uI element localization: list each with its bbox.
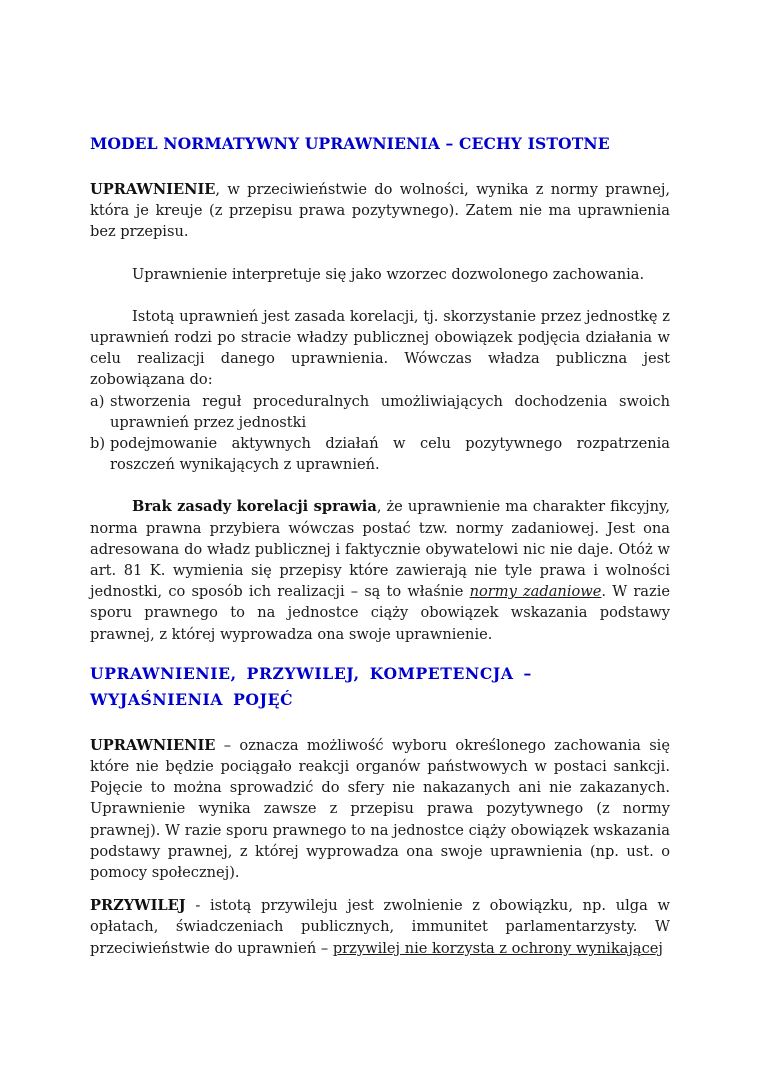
section-heading-model-normatywny: MODEL NORMATYWNY UPRAWNIENIA – CECHY ISTOTNE [90, 134, 610, 153]
term-uprawnienie: UPRAWNIENIE [90, 181, 216, 198]
obligations-list [90, 391, 670, 476]
paragraph-wzorzec: Uprawnienie interpretuje się jako wzorzec dozwolonego zachowania. [132, 265, 645, 283]
term-przywilej: PRZYWILEJ [90, 897, 186, 915]
term-brak-zasady-korelacji: Brak zasady korelacji sprawia [132, 498, 377, 516]
paragraph-przywilej: PRZYWILEJ - istotą przywileju jest zwolnienie z obowiązku, np. ulga w opłatach, świadczeniach publicznych, immunitet parlamentarzysty. W przeciwieństwie do uprawnień – przywilej nie korzysta z ochrony wynikającej [90, 897, 670, 957]
document-page [90, 131, 670, 959]
section-heading-wyjasnienia-pojec: UPRAWNIENIE, PRZYWILEJ, KOMPETENCJA – WYJAŚNIENIA POJĘĆ [90, 663, 532, 709]
paragraph-brak-korelacji: Brak zasady korelacji sprawia, że uprawnienie ma charakter fikcyjny, norma prawna przybiera wówczas postać tzw. normy zadaniowej. Jest ona adresowana do władz publicznej i faktycznie obywatelowi nic nie daje. Otóż w art. 81 K. wymienia się przepisy które zawierają nie tyle prawa i wolności jednostki, co sposób ich realizacji – są to właśnie normy zadaniowe. W razie sporu prawnego to na jednostce ciąży obowiązek wskazania podstawy prawnej, z której wyprowadza ona swoje uprawnienie. [90, 498, 671, 643]
paragraph-uprawnienie-explained: UPRAWNIENIE – oznacza możliwość wyboru określonego zachowania się które nie będzie pociągało reakcji organów państwowych w postaci sankcji. Pojęcie to można sprowadzić do sfery nie nakazanych ani nie zakazanych. Uprawnienie wynika zawsze z przepisu prawa pozytywnego (z normy prawnej). W razie sporu prawnego to na jednostce ciąży obowiązek wskazania podstawy prawnej, z której wyprowadza ona swoje uprawnienia (np. ust. o pomocy społecznej). [90, 736, 670, 882]
list-item: b) podejmowanie aktywnych działań w celu pozytywnego rozpatrzenia roszczeń wynikających z uprawnień. [90, 435, 670, 474]
emphasis-normy-zadaniowe: normy zadaniowe [469, 583, 602, 601]
paragraph-zasada-korelacji: Istotą uprawnień jest zasada korelacji, tj. skorzystanie przez jednostkę z uprawnień rodzi po stracie władzy publicznej obowiązek podjęcia działania w celu realizacji danego uprawnienia. Wówczas władza publiczna jest zobowiązana do: [90, 307, 670, 389]
list-marker: b) [90, 435, 106, 453]
term-uprawnienie: UPRAWNIENIE [90, 736, 216, 754]
list-marker: a) [90, 392, 105, 410]
underlined-przywilej-ochrona: przywilej nie korzysta z ochrony wynikającej [332, 939, 663, 957]
paragraph-uprawnienie-definition: UPRAWNIENIE, w przeciwieństwie do wolności, wynika z normy prawnej, która je kreuje (z przepisu prawa pozytywnego). Zatem nie ma uprawnienia bez przepisu. [90, 181, 670, 241]
list-item: a) stworzenia reguł proceduralnych umożliwiających dochodzenia swoich uprawnień przez jednostki [90, 392, 670, 431]
